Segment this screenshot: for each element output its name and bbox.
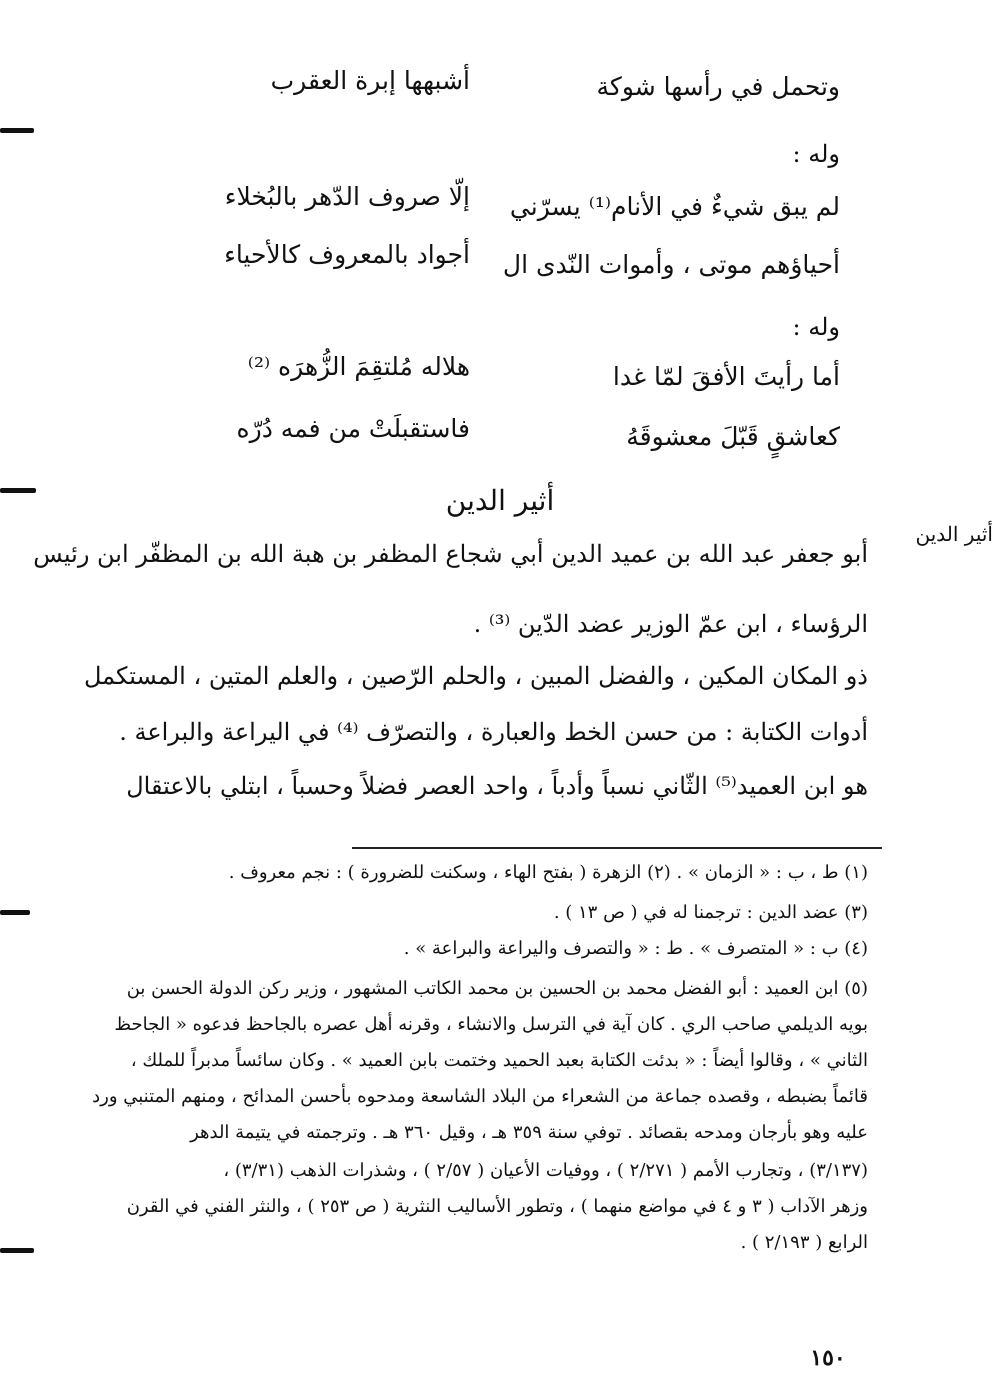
prose-line: هو ابن العميد⁽⁵⁾ الثّاني نسباً وأدباً ، واحد العصر فضلاً وحسباً ، ابتلي بالاعتقال: [126, 772, 868, 800]
prose-line: أدوات الكتابة : من حسن الخط والعبارة ، والتصرّف ⁽⁴⁾ في اليراعة والبراعة .: [119, 718, 868, 746]
scan-edge-mark: [0, 910, 30, 915]
verse-line-left: هلاله مُلتقِمَ الزُّهرَه ⁽²⁾: [247, 352, 470, 381]
stanza-intro: وله :: [792, 313, 840, 341]
scan-edge-mark: [0, 488, 36, 493]
footnote-line: (٤) ب : « المتصرف » . ط : « والتصرف واليراعة والبراعة » .: [403, 938, 868, 959]
scan-edge-mark: [0, 128, 34, 133]
section-heading: أثير الدين: [445, 484, 555, 517]
footnote-line: (٣/١٣٧) ، وتجارب الأمم ( ٢/٢٧١ ) ، ووفيات الأعيان ( ٢/٥٧ ) ، وشذرات الذهب (٣/٣١) ،: [223, 1160, 868, 1181]
prose-line: الرؤساء ، ابن عمّ الوزير عضد الدّين ⁽³⁾ .: [473, 610, 868, 638]
verse-line-right: أما رأيتَ الأفقَ لمّا غدا: [612, 362, 840, 391]
verse-line-left: فاستقبلَتْ من فمه دُرّه: [236, 414, 470, 443]
footnote-rule: [352, 847, 882, 849]
verse-top-right: وتحمل في رأسها شوكة: [596, 72, 840, 101]
footnote-line: (٥) ابن العميد : أبو الفضل محمد بن الحسين بن محمد الكاتب المشهور ، وزير ركن الدولة الحسن بن: [126, 978, 868, 999]
verse-line-left: إلّا صروف الدّهر بالبُخلاء: [224, 182, 470, 211]
footnote-line: وزهر الآداب ( ٣ و ٤ في مواضع منهما ) ، وتطور الأساليب النثرية ( ص ٢٥٣ ) ، والنثر الفني في القرن: [126, 1196, 868, 1217]
footnote-line: قائماً بضبطه ، وقصده جماعة من الشعراء من البلاد الشاسعة ومدحوه بأحسن المدائح ، ومنهم المتنبي ورد: [92, 1086, 868, 1107]
prose-line: ذو المكان المكين ، والفضل المبين ، والحلم الرّصين ، والعلم المتين ، المستكمل: [84, 662, 868, 690]
footnote-line: عليه وهو بأرجان ومدحه بقصائد . توفي سنة ٣٥٩ هـ ، وقيل ٣٦٠ هـ . وترجمته في يتيمة الدهر: [190, 1122, 868, 1143]
scan-edge-mark: [0, 1248, 34, 1253]
footnote-line: الثاني » ، وقالوا أيضاً : « بدئت الكتابة بعبد الحميد وختمت بابن العميد » . وكان سائساً مدبراً للملك ،: [130, 1050, 868, 1071]
margin-note: أثير الدين: [915, 522, 993, 546]
footnote-line: بويه الديلمي صاحب الري . كان آية في الترسل والانشاء ، وقرنه أهل عصره بالجاحظ فدعوه « الجاحظ: [114, 1014, 868, 1035]
footnote-line: (١) ط ، ب : « الزمان » . (٢) الزهرة ( بفتح الهاء ، وسكنت للضرورة ) : نجم معروف .: [228, 862, 868, 883]
stanza-intro: وله :: [792, 140, 840, 168]
verse-line-right: لم يبق شيءٌ في الأنام⁽¹⁾ يسرّني: [509, 192, 840, 221]
verse-line-left: أجواد بالمعروف كالأحياء: [224, 240, 470, 269]
footnote-line: (٣) عضد الدين : ترجمنا له في ( ص ١٣ ) .: [553, 902, 868, 923]
verse-line-right: كعاشقٍ قَبّلَ معشوقَهُ: [626, 422, 840, 451]
verse-line-right: أحياؤهم موتى ، وأموات النّدى ال: [502, 250, 840, 279]
footnote-line: الرابع ( ٢/١٩٣ ) .: [740, 1232, 868, 1253]
page-number: ١٥٠: [810, 1345, 846, 1371]
verse-top-left: أشبهها إبرة العقرب: [270, 66, 470, 95]
prose-line: أبو جعفر عبد الله بن عميد الدين أبي شجاع المظفر بن هبة الله بن المظفّر ابن رئيس: [33, 540, 868, 568]
